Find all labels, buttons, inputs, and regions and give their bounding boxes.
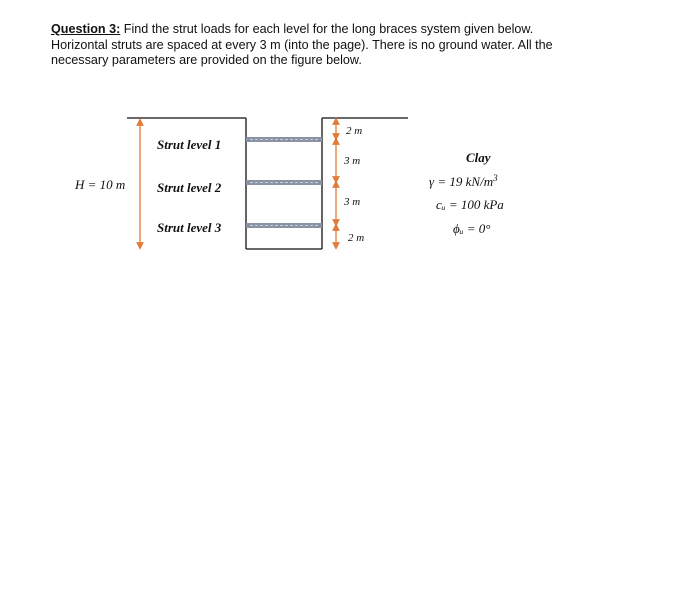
question-label: Question 3: <box>51 22 121 36</box>
soil-undrained-cohesion: cᵤ = 100 kPa <box>436 197 504 212</box>
question-line-1: Find the strut loads for each level for the long braces system given below. <box>123 22 534 36</box>
strut-level-2-label: Strut level 2 <box>157 180 222 195</box>
strut-level-1-label: Strut level 1 <box>157 137 222 152</box>
question-line-2: Horizontal struts are spaced at every 3 m (into the page). There is no ground water. All the <box>51 37 553 52</box>
question-line-3: necessary parameters are provided on the figure below. <box>51 53 362 68</box>
spacing-label-3: 3 m <box>344 196 361 208</box>
soil-unit-weight: γ = 19 $kN/m^3$ <box>429 173 498 189</box>
soil-friction-angle: ϕᵤ = 0° <box>453 221 491 236</box>
spacing-label-2: 3 m <box>344 155 361 167</box>
height-label: H = 10 m <box>75 177 126 192</box>
spacing-label-4: 2 m <box>348 232 365 244</box>
spacing-label-1: 2 m <box>346 125 363 137</box>
soil-type: Clay <box>466 150 491 165</box>
strut-level-3-label: Strut level 3 <box>157 220 222 235</box>
